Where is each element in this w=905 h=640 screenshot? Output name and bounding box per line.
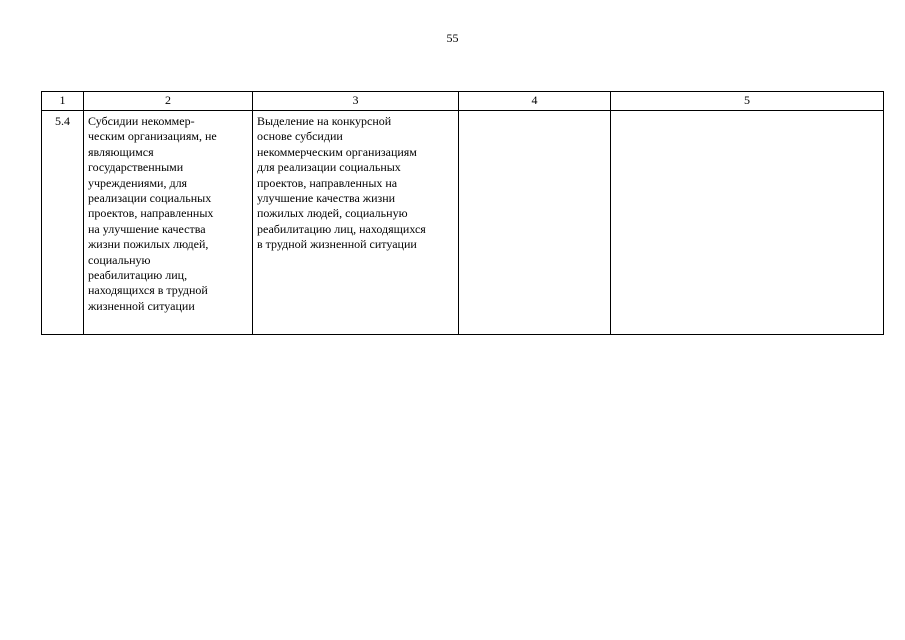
column-header-5: 5 [611,92,884,111]
column-header-4: 4 [459,92,611,111]
row-col5-cell [611,111,884,335]
row-number: 5.4 [55,114,70,128]
document-table [41,91,884,335]
row-description-cell [253,111,459,335]
table-header-row [42,92,884,111]
column-header-1: 1 [42,92,84,111]
table-row [42,111,884,335]
row-description: Выделение на конкурсной основе субсидии некоммерческим организациям для реализации социальных проектов, направленных на улучшение качества жизни пожилых людей, социальную реабилитацию лиц, находящихся в трудной жизненной ситуации [257,114,426,252]
row-name-cell [84,111,253,335]
row-name: Субсидии некоммер- ческим организациям, не являющимся государственными учреждениями, для реализации социальных проектов, направленных на улучшение качества жизни пожилых людей, социальную реабилитацию лиц, находящихся в трудной жизненной ситуации [88,114,217,313]
row-col4-cell [459,111,611,335]
column-header-2: 2 [84,92,253,111]
column-header-3: 3 [253,92,459,111]
page-number: 55 [446,31,459,45]
row-number-cell [42,111,84,335]
